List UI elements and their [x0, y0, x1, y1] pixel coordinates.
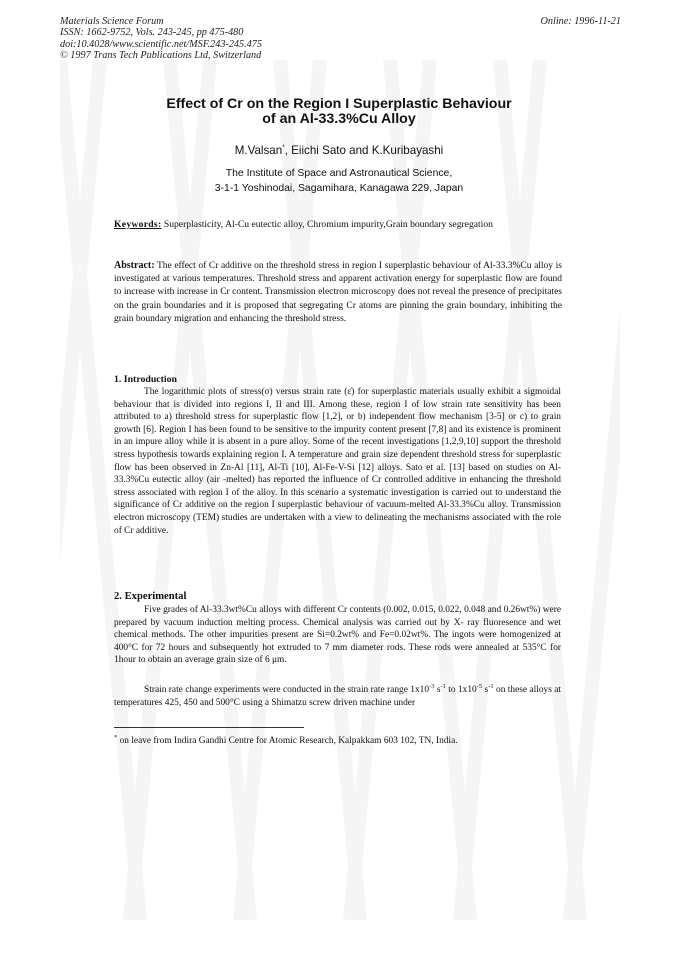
author-list — [0, 144, 678, 157]
abstract-text: The effect of Cr additive on the threshold stress in region I superplastic behaviour of Al-33.3%Cu alloy is investigated at various temperatures. Threshold stress and apparent activation energy for superplastic flow are found to increase with increase in Cr content. Transmission electron microscopy does not reveal the presence of precipitates on the grain boundaries and it is proposed that segregating Cr atoms are pinning the grain boundary, inhibiting the grain boundary migration and enhancing the threshold stress. — [114, 261, 562, 324]
experimental-paragraph-1: Five grades of Al-33.3wt%Cu alloys with different Cr contents (0.002, 0.015, 0.022, 0.048 and 0.26wt%) were prepared by vacuum induction melting process. Chemical analysis was carried out by X- ray fluoresence and wet chemical methods. The other impurities present are Si=0.2wt% and Fe=0.02wt%. The ingots were homogenized at 400°C for 72 hours and subsequently hot extruded to 7 mm diameter rods. These rods were annealed at 535°C for 1hour to obtain an average grain size of 6 μm. — [114, 605, 561, 666]
experimental-heading — [114, 591, 186, 602]
para2-exponent-3: -5 — [476, 682, 483, 690]
title-line-2: of an Al-33.3%Cu Alloy — [262, 110, 416, 127]
para2-text-c: to 1x10 — [445, 685, 477, 695]
title-line-1: Effect of Cr on the Region I Superplastic Behaviour — [166, 96, 512, 112]
issn-line: ISSN: 1662-9752, Vols. 243-245, pp 475-480 — [60, 27, 244, 39]
footnote — [114, 733, 574, 746]
paper-title — [0, 97, 678, 126]
footnote-divider — [114, 727, 304, 728]
para2-exponent-1: -3 — [429, 682, 435, 690]
affiliation — [0, 167, 678, 196]
para2-text-a: Strain rate change experiments were conducted in the strain rate range 1x10 — [144, 685, 430, 695]
author-1: M.Valsan — [234, 144, 283, 157]
journal-name: Materials Science Forum — [60, 16, 164, 27]
para2-text-d: s — [482, 685, 489, 695]
keywords-label: Keywords: — [114, 219, 162, 230]
footnote-marker: * — [282, 144, 285, 152]
para2-exponent-2: -1 — [440, 682, 446, 690]
affiliation-line-2: 3-1-1 Yoshinodai, Sagamihara, Kanagawa 229, Japan — [214, 182, 464, 194]
copyright-line: © 1997 Trans Tech Publications Ltd, Switzerland — [60, 50, 262, 62]
journal-info — [60, 16, 262, 62]
experimental-heading-text: Experimental — [124, 591, 187, 602]
intro-paragraph: The logarithmic plots of stress(σ) versus strain rate (ε̇) for superplastic materials usually exhibit a sigmoidal behaviour that is divided into regions I, II and III. Among these, region I of low strain rate sensitivity has been attributed to a) threshold stress for superplastic flow [1,2], or b) independent flow mechanism [3-5] or c) to grain growth [6]. Region I has been found to be sensitive to the impurity content present [7,8] and its existence is prominent in an impure alloy while it is absent in a pure alloy. Some of the recent investigations [1,2,9,10] support the threshold stress hypothesis towards explaining region I. A temperature and grain size dependent threshold stress for superplastic flow has been observed in Zn-Al [11], Al-Ti [10], Al-Fe-V-Si [12] alloys. Sato et al. [13] based on studies on Al-33.3%Cu eutectic alloy (air -melted) has reported the influence of Cr controlled additive in enhancing the threshold stress associated with region I of the alloy. In this scenario a systematic investigation is carried out to understand the significance of Cr additive on the region I superplastic behaviour of vacuum-melted Al-33.3%Cu alloy. Transmission electron microscopy (TEM) studies are undertaken with a view to delineating the mechanisms associated with the role of Cr additive. — [114, 387, 561, 536]
experimental-heading-number: 2. — [114, 591, 122, 602]
footnote-mark: * — [114, 733, 118, 741]
keywords — [114, 219, 614, 230]
other-authors: , Eiichi Sato and K.Kuribayashi — [284, 144, 444, 157]
para2-exponent-4: -1 — [488, 682, 494, 690]
abstract-label: Abstract: — [114, 260, 155, 271]
affiliation-line-1: The Institute of Space and Astronautical Science, — [225, 168, 453, 179]
para2-text-b: s — [434, 685, 441, 695]
intro-heading: 1. Introduction — [114, 374, 177, 385]
experimental-paragraph-2 — [114, 684, 561, 709]
para2-text-e: on these alloys at temperatures 425, 450 and 500°C using a Shimatzu screw driven machine under — [114, 685, 561, 708]
doi-link[interactable]: doi:10.4028/www.scientific.net/MSF.243-245.475 — [60, 38, 262, 50]
keywords-text: Superplasticity, Al-Cu eutectic alloy, Chromium impurity,Grain boundary segregation — [163, 219, 493, 230]
online-date: Online: 1996-11-21 — [540, 16, 621, 27]
footnote-text: on leave from Indira Gandhi Centre for Atomic Research, Kalpakkam 603 102, TN, India. — [117, 736, 458, 746]
abstract — [114, 259, 562, 326]
